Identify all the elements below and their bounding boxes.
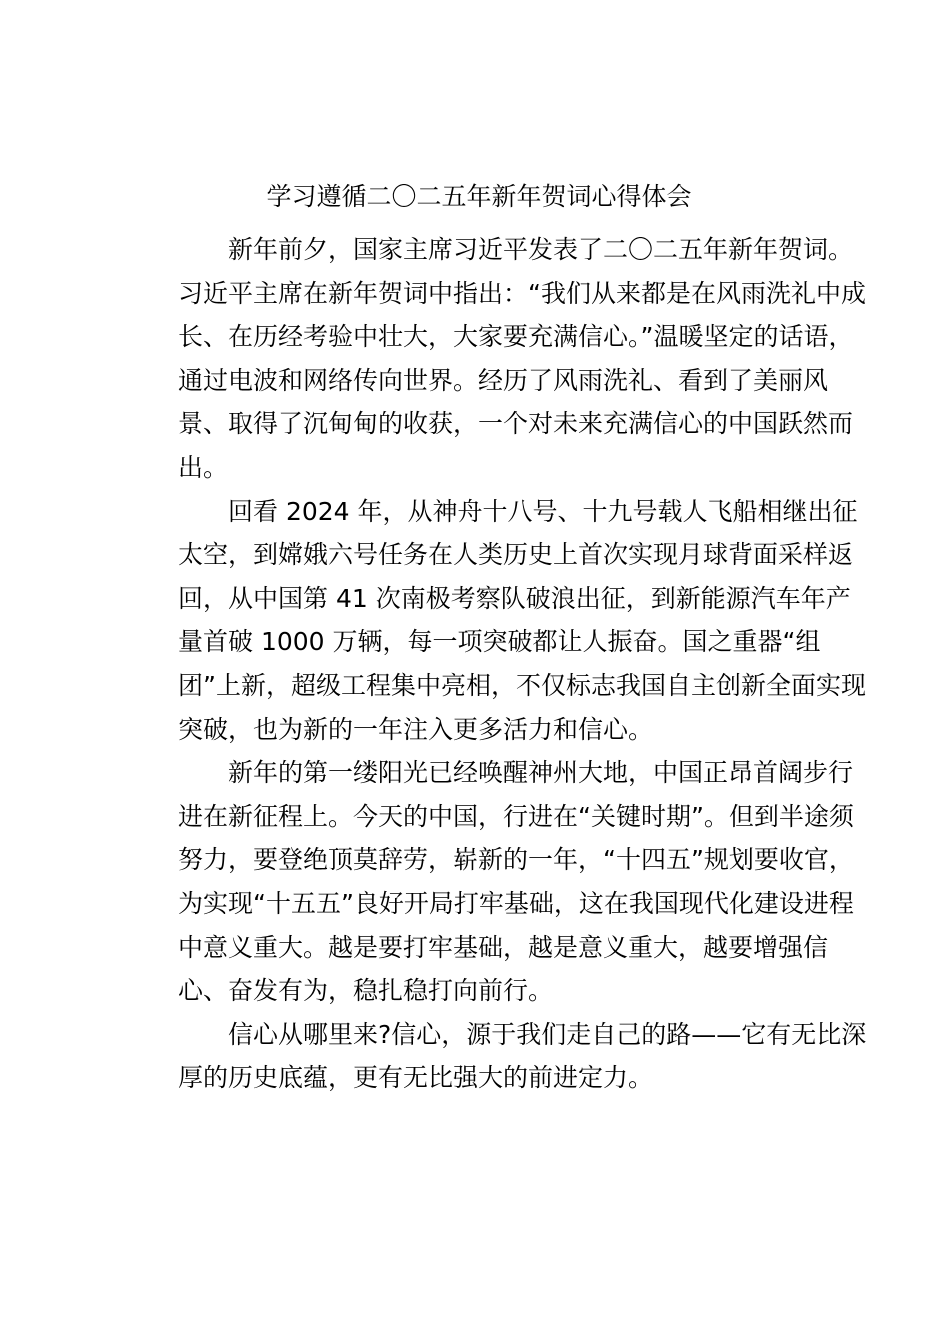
document-title: 学习遵循二〇二五年新年贺词心得体会	[266, 182, 692, 211]
paragraph-2	[128, 490, 866, 752]
paragraph-3	[128, 751, 854, 1013]
paragraph-line: 通过电波和网络传向世界。经历了风雨洗礼、看到了美丽风	[178, 365, 829, 395]
paragraph-line: 为实现“十五五”良好开局打牢基础，这在我国现代化建设进程	[178, 888, 854, 918]
paragraph-4	[128, 1013, 867, 1100]
paragraph-line: 努力，要登绝顶莫辞劳，崭新的一年，“十四五”规划要收官，	[178, 845, 854, 875]
paragraph-line: 回看 2024 年，从神舟十八号、十九号载人飞船相继出征	[228, 496, 858, 526]
paragraph-line: 团”上新，超级工程集中亮相，不仅标志我国自主创新全面实现	[178, 670, 866, 700]
paragraph-line: 信心从哪里来?信心，源于我们走自己的路——它有无比深	[228, 1019, 867, 1049]
document-body	[128, 228, 867, 1100]
paragraph-line: 新年的第一缕阳光已经唤醒神州大地，中国正昂首阔步行	[228, 758, 854, 788]
paragraph-line: 中意义重大。越是要打牢基础，越是意义重大，越要增强信	[178, 932, 829, 962]
paragraph-line: 习近平主席在新年贺词中指出：“我们从来都是在风雨洗礼中成	[178, 278, 866, 308]
paragraph-line: 景、取得了沉甸甸的收获，一个对未来充满信心的中国跃然而	[178, 409, 854, 439]
paragraph-1	[128, 228, 866, 490]
paragraph-line: 长、在历经考验中壮大，大家要充满信心。”温暖坚定的话语，	[178, 322, 854, 352]
paragraph-line: 厚的历史底蕴，更有无比强大的前进定力。	[178, 1063, 654, 1093]
paragraph-line: 进在新征程上。今天的中国，行进在“关键时期”。但到半途须	[178, 801, 854, 831]
paragraph-line: 太空，到嫦娥六号任务在人类历史上首次实现月球背面采样返	[178, 540, 854, 570]
paragraph-line: 回，从中国第 41 次南极考察队破浪出征，到新能源汽车年产	[178, 583, 851, 613]
paragraph-line: 量首破 1000 万辆，每一项突破都让人振奋。国之重器“组	[178, 627, 821, 657]
paragraph-line: 出。	[178, 452, 229, 482]
paragraph-line: 新年前夕，国家主席习近平发表了二〇二五年新年贺词。	[228, 235, 854, 264]
paragraph-line: 突破，也为新的一年注入更多活力和信心。	[178, 714, 654, 744]
paragraph-line: 心、奋发有为，稳扎稳打向前行。	[178, 976, 554, 1006]
